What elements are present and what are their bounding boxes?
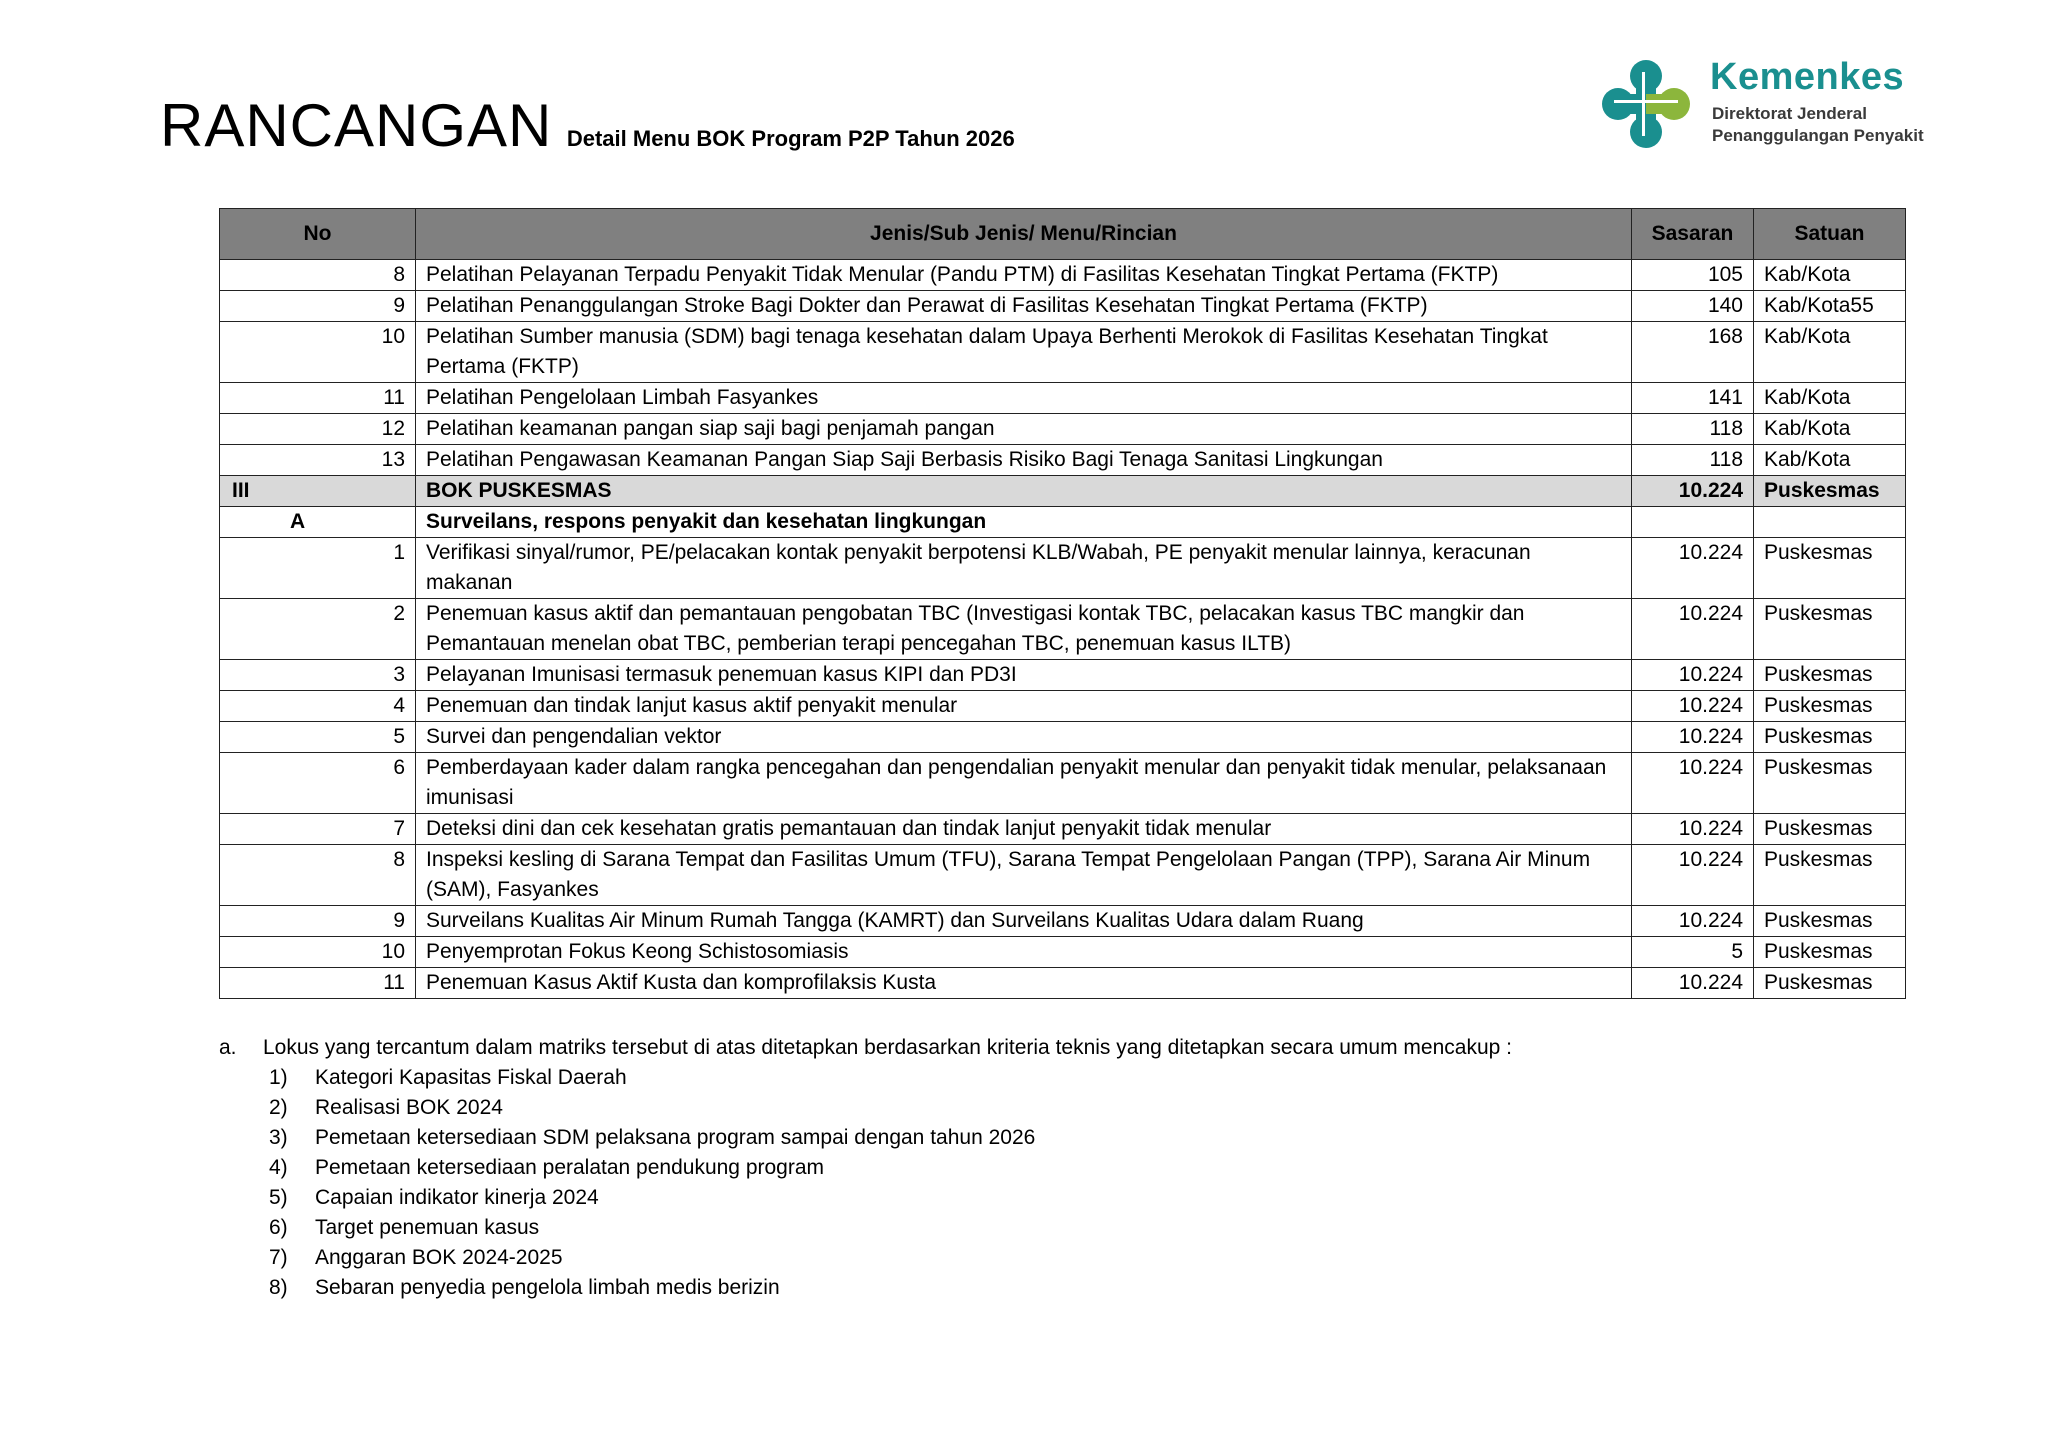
table-row: [220, 538, 1906, 599]
criteria-index: 4): [269, 1156, 288, 1179]
row-target: 10.224: [1632, 753, 1754, 814]
col-header-desc: Jenis/Sub Jenis/ Menu/Rincian: [416, 209, 1632, 260]
table-row: [220, 445, 1906, 476]
row-no: 4: [220, 691, 416, 722]
row-no: 6: [220, 753, 416, 814]
table-row: [220, 414, 1906, 445]
row-unit: Kab/Kota: [1754, 260, 1906, 291]
row-desc: Pelatihan Pelayanan Terpadu Penyakit Tidak Menular (Pandu PTM) di Fasilitas Kesehatan Tingkat Pertama (FKTP): [416, 260, 1632, 291]
subsection-unit: [1754, 507, 1906, 538]
col-header-target: Sasaran: [1632, 209, 1754, 260]
logo-brand: Kemenkes: [1710, 56, 1905, 98]
row-no: 1: [220, 538, 416, 599]
row-desc: Penemuan kasus aktif dan pemantauan pengobatan TBC (Investigasi kontak TBC, pelacakan kasus TBC mangkir dan Pemantauan menelan obat TBC, pemberian terapi pencegahan TBC, penemuan kasus ILTB): [416, 599, 1632, 660]
criteria-index: 6): [269, 1216, 288, 1239]
row-no: 13: [220, 445, 416, 476]
criteria-text: Realisasi BOK 2024: [315, 1096, 503, 1119]
row-no: 5: [220, 722, 416, 753]
criteria-text: Sebaran penyedia pengelola limbah medis berizin: [315, 1276, 780, 1299]
row-no: 7: [220, 814, 416, 845]
document-header: [160, 92, 1015, 159]
kemenkes-logo-icon: [1600, 58, 1692, 150]
row-unit: Puskesmas: [1754, 937, 1906, 968]
row-unit: Puskesmas: [1754, 814, 1906, 845]
section-row: [220, 476, 1906, 507]
row-unit: Puskesmas: [1754, 599, 1906, 660]
row-target: 10.224: [1632, 906, 1754, 937]
row-unit: Puskesmas: [1754, 968, 1906, 999]
criteria-text: Capaian indikator kinerja 2024: [315, 1186, 599, 1209]
row-target: 168: [1632, 322, 1754, 383]
row-target: 141: [1632, 383, 1754, 414]
criteria-item: [269, 1213, 1919, 1243]
section-desc: BOK PUSKESMAS: [416, 476, 1632, 507]
notes-section: [219, 1033, 1919, 1303]
row-target: 10.224: [1632, 814, 1754, 845]
criteria-index: 2): [269, 1096, 288, 1119]
row-no: 9: [220, 906, 416, 937]
section-no: III: [220, 476, 416, 507]
logo-line-1: Direktorat Jenderal: [1712, 104, 1867, 123]
row-no: 10: [220, 322, 416, 383]
criteria-index: 3): [269, 1126, 288, 1149]
criteria-text: Target penemuan kasus: [315, 1216, 540, 1239]
row-unit: Puskesmas: [1754, 906, 1906, 937]
row-desc: Survei dan pengendalian vektor: [416, 722, 1632, 753]
row-desc: Pelatihan Pengelolaan Limbah Fasyankes: [416, 383, 1632, 414]
row-desc: Inspeksi kesling di Sarana Tempat dan Fasilitas Umum (TFU), Sarana Tempat Pengelolaan Pangan (TPP), Sarana Air Minum (SAM), Fasyankes: [416, 845, 1632, 906]
criteria-index: 8): [269, 1276, 288, 1299]
criteria-item: [269, 1183, 1919, 1213]
row-no: 8: [220, 260, 416, 291]
row-unit: Kab/Kota: [1754, 383, 1906, 414]
criteria-text: Pemetaan ketersediaan peralatan pendukung program: [315, 1156, 825, 1179]
table-row: [220, 753, 1906, 814]
row-desc: Pelatihan Sumber manusia (SDM) bagi tenaga kesehatan dalam Upaya Berhenti Merokok di Fasilitas Kesehatan Tingkat Pertama (FKTP): [416, 322, 1632, 383]
row-target: 118: [1632, 414, 1754, 445]
criteria-item: [269, 1273, 1919, 1303]
row-desc: Penemuan dan tindak lanjut kasus aktif penyakit menular: [416, 691, 1632, 722]
criteria-index: 1): [269, 1066, 288, 1089]
note-intro: [219, 1033, 1919, 1063]
subsection-row: [220, 507, 1906, 538]
table-row: [220, 845, 1906, 906]
table-header-row: [220, 209, 1906, 260]
row-desc: Pelayanan Imunisasi termasuk penemuan kasus KIPI dan PD3I: [416, 660, 1632, 691]
row-desc: Deteksi dini dan cek kesehatan gratis pemantauan dan tindak lanjut penyakit tidak menular: [416, 814, 1632, 845]
subsection-desc: Surveilans, respons penyakit dan kesehatan lingkungan: [416, 507, 1632, 538]
row-target: 10.224: [1632, 722, 1754, 753]
row-no: 12: [220, 414, 416, 445]
row-target: 10.224: [1632, 538, 1754, 599]
row-unit: Kab/Kota: [1754, 322, 1906, 383]
row-no: 11: [220, 383, 416, 414]
criteria-item: [269, 1243, 1919, 1273]
row-desc: Verifikasi sinyal/rumor, PE/pelacakan kontak penyakit berpotensi KLB/Wabah, PE penyakit menular lainnya, keracunan makanan: [416, 538, 1632, 599]
row-target: 10.224: [1632, 599, 1754, 660]
criteria-item: [269, 1063, 1919, 1093]
table-row: [220, 814, 1906, 845]
row-unit: Puskesmas: [1754, 722, 1906, 753]
bok-menu-table: [219, 208, 1906, 999]
kemenkes-logo: [1600, 54, 1960, 154]
table-row: [220, 660, 1906, 691]
row-target: 10.224: [1632, 691, 1754, 722]
criteria-index: 7): [269, 1246, 288, 1269]
table-row: [220, 691, 1906, 722]
row-desc: Penyemprotan Fokus Keong Schistosomiasis: [416, 937, 1632, 968]
col-header-unit: Satuan: [1754, 209, 1906, 260]
row-target: 105: [1632, 260, 1754, 291]
row-no: 10: [220, 937, 416, 968]
table-row: [220, 291, 1906, 322]
table-row: [220, 599, 1906, 660]
document-subtitle: Detail Menu BOK Program P2P Tahun 2026: [566, 126, 1015, 151]
table-row: [220, 260, 1906, 291]
row-desc: Surveilans Kualitas Air Minum Rumah Tangga (KAMRT) dan Surveilans Kualitas Udara dalam Ruang: [416, 906, 1632, 937]
criteria-item: [269, 1153, 1919, 1183]
row-unit: Puskesmas: [1754, 845, 1906, 906]
table-row: [220, 937, 1906, 968]
subsection-target: [1632, 507, 1754, 538]
document-title: RANCANGAN: [160, 92, 553, 159]
row-unit: Kab/Kota: [1754, 414, 1906, 445]
criteria-item: [269, 1123, 1919, 1153]
logo-line-2: Penanggulangan Penyakit: [1712, 126, 1924, 145]
row-unit: Puskesmas: [1754, 538, 1906, 599]
col-header-no: No: [220, 209, 416, 260]
row-no: 9: [220, 291, 416, 322]
row-target: 10.224: [1632, 660, 1754, 691]
table-row: [220, 383, 1906, 414]
row-target: 10.224: [1632, 968, 1754, 999]
subsection-no: A: [220, 507, 416, 538]
criteria-item: [269, 1093, 1919, 1123]
row-desc: Pemberdayaan kader dalam rangka pencegahan dan pengendalian penyakit menular dan penyakit tidak menular, pelaksanaan imunisasi: [416, 753, 1632, 814]
table-row: [220, 968, 1906, 999]
table-row: [220, 722, 1906, 753]
row-unit: Kab/Kota: [1754, 445, 1906, 476]
table-row: [220, 906, 1906, 937]
criteria-text: Kategori Kapasitas Fiskal Daerah: [315, 1066, 627, 1089]
row-no: 8: [220, 845, 416, 906]
row-desc: Pelatihan Pengawasan Keamanan Pangan Siap Saji Berbasis Risiko Bagi Tenaga Sanitasi Lingkungan: [416, 445, 1632, 476]
criteria-list: [219, 1063, 1919, 1303]
row-target: 10.224: [1632, 845, 1754, 906]
section-target: 10.224: [1632, 476, 1754, 507]
criteria-index: 5): [269, 1186, 288, 1209]
section-unit: Puskesmas: [1754, 476, 1906, 507]
row-target: 118: [1632, 445, 1754, 476]
row-unit: Puskesmas: [1754, 660, 1906, 691]
criteria-text: Anggaran BOK 2024-2025: [315, 1246, 563, 1269]
row-target: 5: [1632, 937, 1754, 968]
row-unit: Puskesmas: [1754, 753, 1906, 814]
row-desc: Penemuan Kasus Aktif Kusta dan komprofilaksis Kusta: [416, 968, 1632, 999]
note-letter: a.: [219, 1036, 237, 1059]
row-desc: Pelatihan keamanan pangan siap saji bagi penjamah pangan: [416, 414, 1632, 445]
criteria-text: Pemetaan ketersediaan SDM pelaksana program sampai dengan tahun 2026: [315, 1126, 1036, 1149]
table-row: [220, 322, 1906, 383]
row-unit: Puskesmas: [1754, 691, 1906, 722]
row-no: 2: [220, 599, 416, 660]
row-target: 140: [1632, 291, 1754, 322]
row-no: 11: [220, 968, 416, 999]
row-unit: Kab/Kota55: [1754, 291, 1906, 322]
row-no: 3: [220, 660, 416, 691]
note-intro-text: Lokus yang tercantum dalam matriks tersebut di atas ditetapkan berdasarkan kriteria teknis yang ditetapkan secara umum mencakup :: [263, 1036, 1512, 1059]
row-desc: Pelatihan Penanggulangan Stroke Bagi Dokter dan Perawat di Fasilitas Kesehatan Tingkat Pertama (FKTP): [416, 291, 1632, 322]
